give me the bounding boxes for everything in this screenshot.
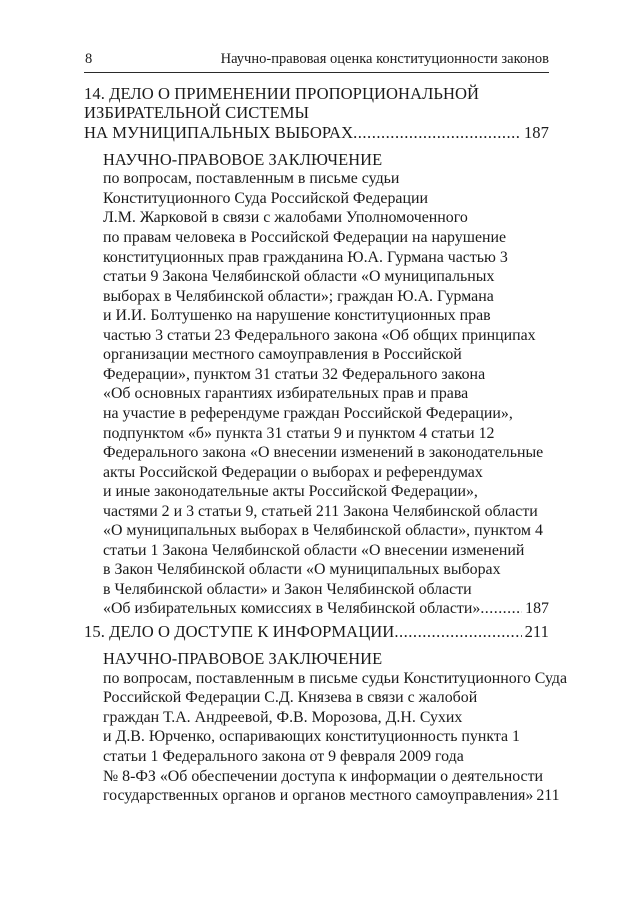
- heading-line-with-page: [84, 622, 549, 641]
- entry-line: статьи 9 Закона Челябинской области «О муниципальных: [103, 268, 495, 286]
- page-number: 8: [85, 51, 93, 67]
- entry-line: по вопросам, поставленным в письме судьи: [103, 170, 400, 188]
- dot-leader: [394, 622, 521, 641]
- entry-body: [103, 669, 568, 806]
- heading-line: 15. ДЕЛО О ДОСТУПЕ К ИНФОРМАЦИИ: [84, 622, 395, 641]
- toc-section-15: [84, 622, 568, 806]
- heading-line: ИЗБИРАТЕЛЬНОЙ СИСТЕМЫ: [84, 103, 310, 123]
- entry-line: выборах в Челябинской области»; граждан Ю.А. Гурмана: [103, 287, 494, 305]
- toc-entry[interactable]: [103, 649, 568, 805]
- entry-line: Конституционного Суда Российской Федерации: [103, 189, 428, 207]
- heading-line-with-page: [84, 123, 549, 142]
- entry-line: в Закон Челябинской области «О муниципальных выборах: [103, 561, 501, 579]
- entry-line: Л.М. Жарковой в связи с жалобами Уполномоченного: [103, 209, 468, 227]
- entry-title: НАУЧНО-ПРАВОВОЕ ЗАКЛЮЧЕНИЕ: [103, 649, 383, 669]
- entry-line: «Об основных гарантиях избирательных прав и права: [103, 385, 469, 403]
- entry-line: конституционных прав гражданина Ю.А. Гурмана частью 3: [103, 248, 508, 266]
- entry-line: подпунктом «б» пункта 31 статьи 9 и пунктом 4 статьи 12: [103, 424, 495, 442]
- entry-line: в Челябинской области» и Закон Челябинской области: [103, 580, 472, 598]
- entry-line: Российской Федерации С.Д. Князева в связи с жалобой: [103, 689, 478, 707]
- heading-line: 14. ДЕЛО О ПРИМЕНЕНИИ ПРОПОРЦИОНАЛЬНОЙ: [84, 84, 480, 103]
- running-head: [84, 50, 549, 68]
- entry-line: статьи 1 Федерального закона от 9 февраля 2009 года: [103, 747, 464, 765]
- entry-line: по вопросам, поставленным в письме судьи Конституционного Суда: [103, 669, 568, 687]
- page-ref: 187: [525, 600, 549, 618]
- entry-line: и И.И. Болтушенко на нарушение конституционных прав: [103, 307, 491, 325]
- entry-line: № 8-ФЗ «Об обеспечении доступа к информации о деятельности: [103, 767, 544, 785]
- header-rule: [84, 72, 549, 73]
- dot-leader: [353, 123, 521, 142]
- running-head-title: Научно-правовая оценка конституционности законов: [220, 51, 549, 67]
- section-heading[interactable]: [84, 622, 549, 641]
- entry-line: на участие в референдуме граждан Российской Федерации»,: [103, 404, 513, 422]
- entry-line: государственных органов и органов местного самоуправления»: [103, 787, 534, 805]
- entry-line: «Об избирательных комиссиях в Челябинской области»: [103, 600, 481, 618]
- entry-line: Федерального закона «О внесении изменений в законодательные: [103, 444, 544, 462]
- entry-title: НАУЧНО-ПРАВОВОЕ ЗАКЛЮЧЕНИЕ: [103, 149, 383, 169]
- toc-section-14: [84, 84, 549, 619]
- entry-line: по правам человека в Российской Федерации на нарушение: [103, 229, 507, 247]
- page-ref: 211: [524, 622, 549, 641]
- entry-line: «О муниципальных выборах в Челябинской области», пунктом 4: [103, 522, 543, 540]
- entry-line: Федерации», пунктом 31 статьи 32 Федерального закона: [103, 365, 486, 383]
- page-ref: 211: [536, 787, 560, 805]
- entry-line: граждан Т.А. Андреевой, Ф.В. Морозова, Д.Н. Сухих: [103, 708, 463, 726]
- entry-line: частями 2 и 3 статьи 9, статьей 211 Закона Челябинской области: [103, 502, 538, 520]
- entry-line: частью 3 статьи 23 Федерального закона «Об общих принципах: [103, 326, 536, 344]
- dot-leader: [480, 599, 522, 619]
- entry-line: и Д.В. Юрченко, оспаривающих конституционность пункта 1: [103, 728, 520, 746]
- entry-line-with-page: [103, 786, 560, 806]
- section-heading[interactable]: [84, 84, 549, 142]
- entry-line: статьи 1 Закона Челябинской области «О внесении изменений: [103, 541, 525, 559]
- page-ref: 187: [523, 122, 549, 142]
- entry-line: и иные законодательные акты Российской Федерации»,: [103, 483, 478, 501]
- entry-line: организации местного самоуправления в Российской: [103, 346, 462, 364]
- heading-line: НА МУНИЦИПАЛЬНЫХ ВЫБОРАХ: [84, 122, 354, 142]
- entry-body: [103, 169, 549, 619]
- entry-line: акты Российской Федерации о выборах и референдумах: [103, 463, 483, 481]
- toc-entry[interactable]: [103, 150, 549, 619]
- entry-line-with-page: [103, 599, 549, 619]
